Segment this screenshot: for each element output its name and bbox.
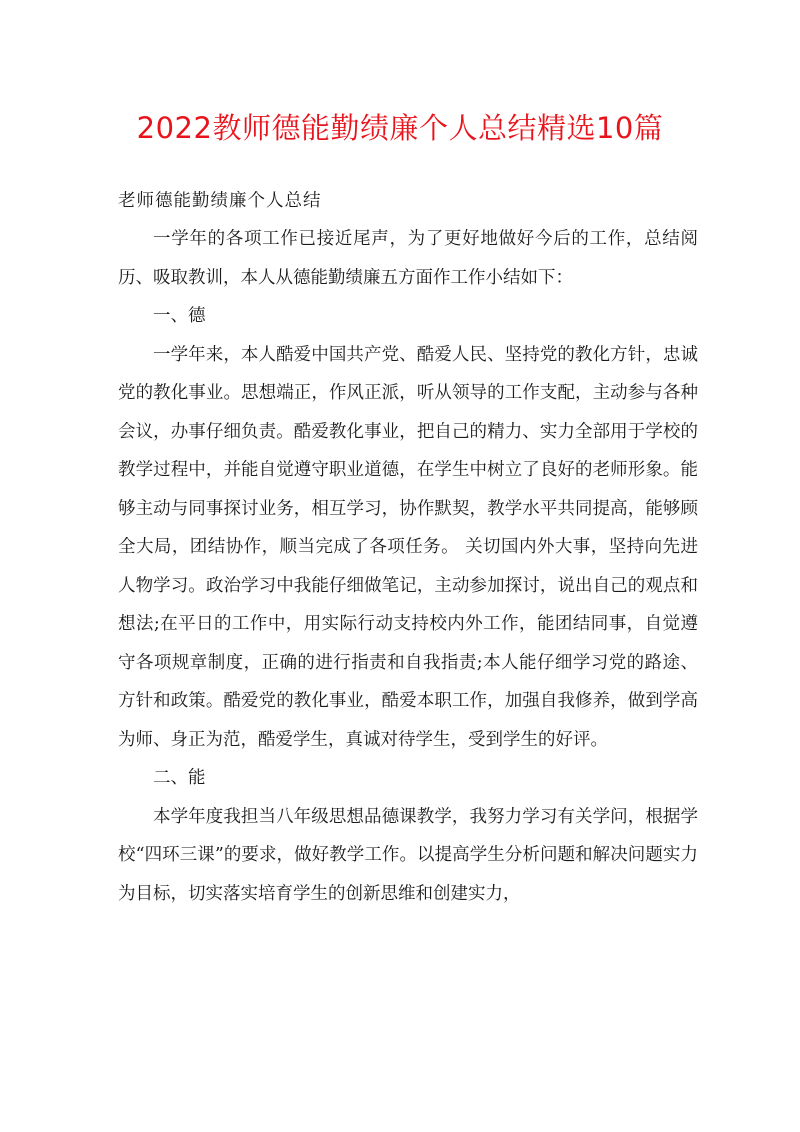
document-subtitle: 老师德能勤绩廉个人总结: [118, 191, 322, 211]
section-heading-neng: 二、能: [153, 768, 206, 788]
section-heading-de: 一、德: [153, 306, 206, 326]
section-body-de: 一学年来，本人酷爱中国共产党、酷爱人民、坚持党的教化方针，忠诚党的教化事业。思想端正，作风正派，听从领导的工作支配，主动参与各种会议，办事仔细负责。酷爱教化事业，把自己的精力、实力全部用于学校的教学过程中，并能自觉遵守职业道德，在学生中树立了良好的老师形象。能够主动与同事探讨业务，相互学习，协作默契，教学水平共同提高，能够顾全大局，团结协作，顺当完成了各项任务。 关切国内外大事，坚持向先进人物学习。政治学习中我能仔细做笔记，主动参加探讨，说出自己的观点和想法;在平日的工作中，用实际行动支持校内外工作，能团结同事，自觉遵守各项规章制度，正确的进行指责和自我指责;本人能仔细学习党的路途、方针和政策。酷爱党的教化事业，酷爱本职工作，加强自我修养，做到学高为师、身正为范，酷爱学生，真诚对待学生，受到学生的好评。: [118, 344, 698, 750]
intro-paragraph: 一学年的各项工作已接近尾声，为了更好地做好今后的工作，总结阅历、吸取教训，本人从德能勤绩廉五方面作工作小结如下：: [118, 229, 698, 288]
section-body-neng: 本学年度我担当八年级思想品德课教学，我努力学习有关学问，根据学校“四环三课”的要求，做好教学工作。以提高学生分析问题和解决问题实力为目标，切实落实培育学生的创新思维和创建实力，: [118, 806, 698, 904]
document-title: 2022教师德能勤绩廉个人总结精选10篇: [136, 111, 664, 145]
document-body: [118, 182, 698, 913]
